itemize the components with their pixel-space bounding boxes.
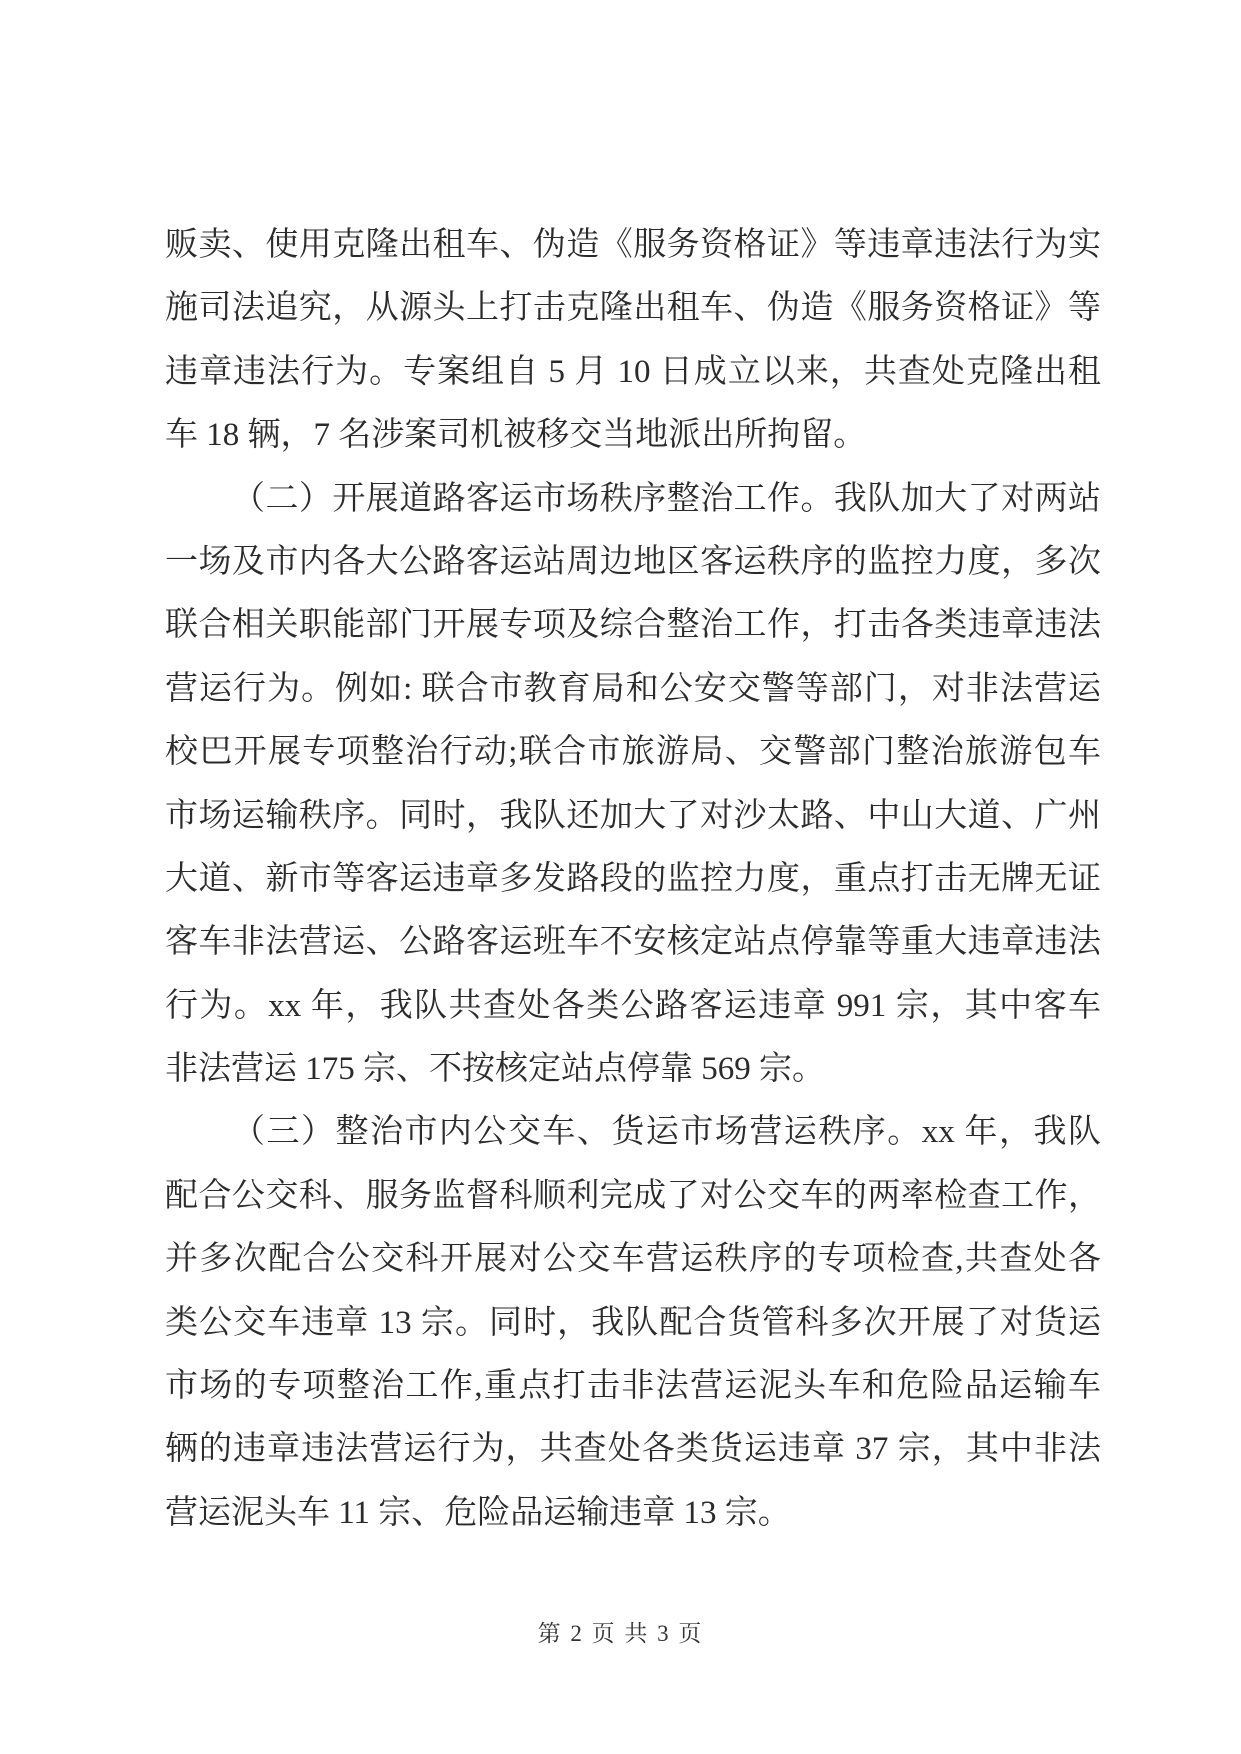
text-line: 大道、新市等客运违章多发路段的监控力度，重点打击无牌无证	[165, 860, 1101, 897]
text-line: 营运泥头车 11 宗、危险品运输违章 13 宗。	[165, 1494, 791, 1531]
text-line: 联合相关职能部门开展专项及综合整治工作，打击各类违章违法	[165, 607, 1101, 644]
text-line: 车 18 辆，7 名涉案司机被移交当地派出所拘留。	[165, 417, 867, 454]
text-line: （三）整治市内公交车、货运市场营运秩序。xx 年，我队	[232, 1114, 1101, 1151]
text-line: 贩卖、使用克隆出租车、伪造《服务资格证》等违章违法行为实	[165, 227, 1101, 263]
text-line: 一场及市内各大公路客运站周边地区客运秩序的监控力度，多次	[165, 543, 1101, 580]
text-line: 施司法追究，从源头上打击克隆出租车、伪造《服务资格证》等	[165, 290, 1101, 327]
text-line: 客车非法营运、公路客运班车不安核定站点停靠等重大违章违法	[165, 924, 1101, 961]
text-line: 校巴开展专项整治行动;联合市旅游局、交警部门整治旅游包车	[165, 734, 1101, 771]
text-line: 并多次配合公交科开展对公交车营运秩序的专项检查,共查处各	[165, 1241, 1101, 1278]
text-line: 营运行为。例如: 联合市教育局和公安交警等部门，对非法营运	[165, 670, 1101, 707]
text-line: （二）开展道路客运市场秩序整治工作。我队加大了对两站	[232, 480, 1101, 517]
text-line: 配合公交科、服务监督科顺利完成了对公交车的两率检查工作，	[165, 1177, 1101, 1214]
text-line: 市场的专项整治工作,重点打击非法营运泥头车和危险品运输车	[165, 1368, 1101, 1405]
text-line: 行为。xx 年，我队共查处各类公路客运违章 991 宗，其中客车	[165, 987, 1101, 1024]
text-line: 辆的违章违法营运行为，共查处各类货运违章 37 宗，其中非法	[165, 1431, 1101, 1468]
text-line: 类公交车违章 13 宗。同时，我队配合货管科多次开展了对货运	[165, 1304, 1101, 1341]
text-line: 非法营运 175 宗、不按核定站点停靠 569 宗。	[165, 1051, 825, 1088]
text-line: 市场运输秩序。同时，我队还加大了对沙太路、中山大道、广州	[165, 797, 1101, 834]
text-line: 违章违法行为。专案组自 5 月 10 日成立以来，共查处克隆出租	[165, 353, 1101, 390]
page-number-footer: 第 2 页 共 3 页	[537, 1621, 704, 1646]
document-body	[165, 214, 1101, 1545]
